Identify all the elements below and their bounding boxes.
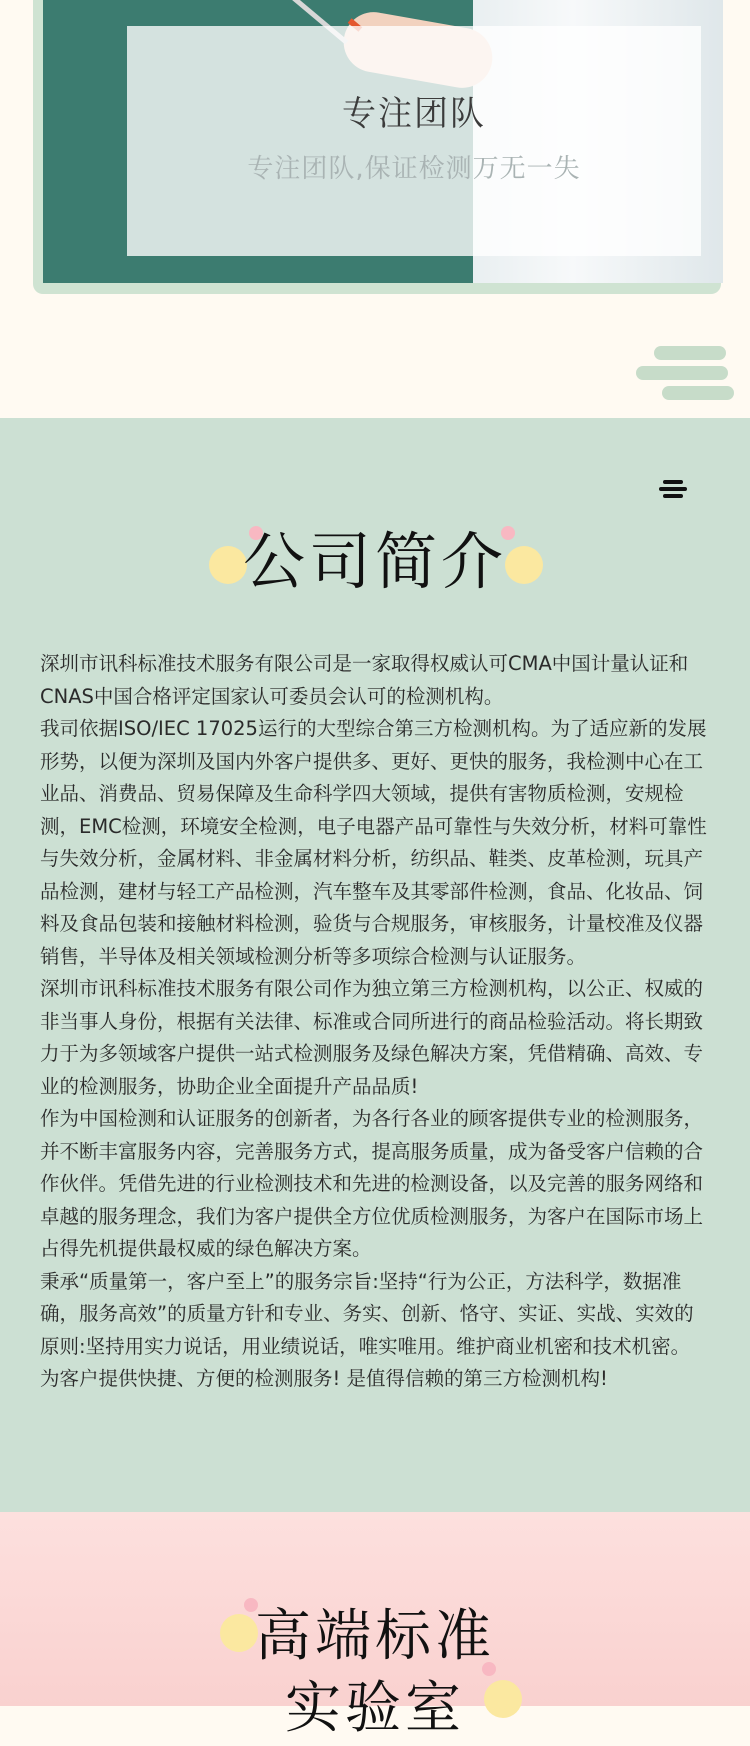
banner-overlay	[127, 26, 701, 256]
intro-heading	[207, 512, 543, 601]
lab-heading-line2: 实验室	[285, 1676, 465, 1741]
banner-frame	[33, 0, 721, 294]
lab-heading-line1: 高端标准	[255, 1604, 495, 1669]
banner-title: 专注团队	[342, 94, 486, 134]
intro-body	[40, 648, 712, 1396]
menu-icon[interactable]	[659, 480, 687, 498]
intro-paragraph: 我司依据ISO/IEC 17025运行的大型综合第三方检测机构。为了适应新的发展形势，以便为深圳及国内外客户提供多、更好、更快的服务，我检测中心在工业品、消费品、贸易保障及生命科学四大领域，提供有害物质检测，安规检测，EMC检测，环境安全检测，电子电器产品可靠性与失效分析，材料可靠性与失效分析，金属材料、非金属材料分析，纺织品、鞋类、皮革检测，玩具产品检测，建材与轻工产品检测，汽车整车及其零部件检测，食品、化妆品、饲料及食品包装和接触材料检测，验货与合规服务，审核服务，计量校准及仪器销售，半导体及相关领域检测分析等多项综合检测与认证服务。	[40, 717, 707, 968]
banner-subtitle: 专注团队,保证检测万无一失	[247, 154, 581, 184]
intro-paragraph: 深圳市讯科标准技术服务有限公司是一家取得权威认可CMA中国计量认证和CNAS中国合格评定国家认可委员会认可的检测机构。	[40, 652, 689, 708]
banner-section	[0, 0, 750, 418]
intro-paragraph: 作为中国检测和认证服务的创新者，为各行各业的顾客提供专业的检测服务，并不断丰富服务内容，完善服务方式，提高服务质量，成为备受客户信赖的合作伙伴。凭借先进的行业检测技术和先进的检测设备，以及完善的服务网络和卓越的服务理念，我们为客户提供全方位优质检测服务，为客户在国际市场上占得先机提供最权威的绿色解决方案。	[40, 1107, 704, 1260]
intro-paragraph: 秉承“质量第一，客户至上”的服务宗旨:坚持“行为公正，方法科学，数据准确，服务高效”的质量方针和专业、务实、创新、恪守、实证、实战、实效的原则:坚持用实力说话，用业绩说话，唯实唯用。维护商业机密和技术机密。	[40, 1269, 694, 1358]
decorative-lines-icon	[636, 346, 736, 402]
intro-paragraph: 为客户提供快捷、方便的检测服务! 是值得信赖的第三方检测机构!	[40, 1367, 608, 1390]
yellow-dot-right	[505, 546, 543, 584]
intro-heading-text: 公司简介	[242, 525, 507, 598]
yellow-dot-left	[209, 546, 247, 584]
lab-section	[0, 1512, 750, 1741]
intro-paragraph: 深圳市讯科标准技术服务有限公司作为独立第三方检测机构，以公正、权威的非当事人身份，根据有关法律、标准或合同所进行的商品检验活动。将长期致力于为多领域客户提供一站式检测服务及绿色解决方案，凭借精确、高效、专业的检测服务，协助企业全面提升产品品质!	[40, 977, 704, 1098]
intro-heading-wrap	[0, 512, 750, 601]
